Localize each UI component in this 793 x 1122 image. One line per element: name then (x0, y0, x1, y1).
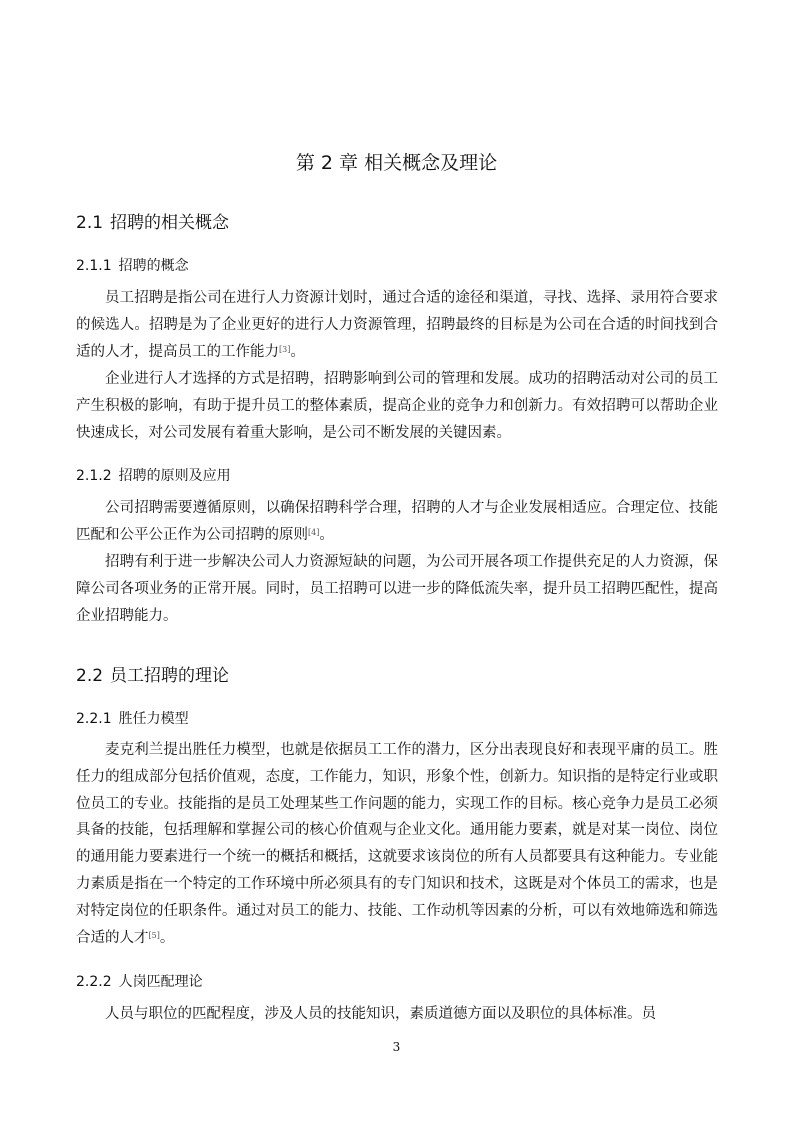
paragraph (76, 737, 718, 951)
subsection-number: 2.1.2 (76, 468, 112, 484)
subsection-title: 招聘的原则及应用 (118, 468, 231, 484)
paragraph-text: 企业进行人才选择的方式是招聘，招聘影响到公司的管理和发展。成功的招聘活动对公司的员工产生积极的影响，有助于提升员工的整体素质，提高企业的竞争力和创新力。有效招聘可以帮助企业快速成长，对公司发展有着重大影响，是公司不断发展的关键因素。 (76, 371, 718, 441)
section-number: 2.1 (76, 213, 104, 233)
paragraph (76, 1001, 718, 1028)
paragraph (76, 285, 718, 365)
subsection-title: 人岗匹配理论 (118, 974, 203, 990)
section-number: 2.2 (76, 666, 104, 686)
paragraph-end: 。 (290, 343, 305, 360)
subsection-heading-2-2-2 (76, 972, 203, 992)
section-title: 员工招聘的理论 (110, 666, 230, 686)
subsection-title: 胜任力模型 (118, 711, 189, 727)
paragraph-text: 麦克利兰提出胜任力模型，也就是依据员工工作的潜力，区分出表现良好和表现平庸的员工。胜任力的组成部分包括价值观，态度，工作能力，知识，形象个性，创新力。知识指的是特定行业或职位员工的专业。技能指的是员工处理某些工作问题的能力，实现工作的目标。核心竞争力是员工必须具备的技能，包括理解和掌握公司的核心价值观与企业文化。通用能力要素，就是对某一岗位、岗位的通用能力要素进行一个统一的概括和概括，这就要求该岗位的所有人员都要具有这种能力。专业能力素质是指在一个特定的工作环境中所必须具有的专门知识和技术，这既是对个体员工的需求，也是对特定岗位的任职条件。通过对员工的能力、技能、工作动机等因素的分析，可以有效地筛选和筛选合适的人才 (76, 742, 718, 946)
subsection-title: 招聘的概念 (118, 258, 189, 274)
section-heading-2-2 (76, 664, 229, 688)
subsection-heading-2-2-1 (76, 709, 189, 729)
page-number: 3 (392, 1040, 401, 1054)
paragraph (76, 366, 718, 446)
paragraph-text: 招聘有利于进一步解决公司人力资源短缺的问题，为公司开展各项工作提供充足的人力资源，保障公司各项业务的正常开展。同时，员工招聘可以进一步的降低流失率，提升员工招聘匹配性，提高企业招聘能力。 (76, 554, 718, 624)
citation-ref: [5] (148, 930, 160, 940)
citation-ref: [4] (308, 527, 320, 537)
paragraph-end: 。 (319, 526, 334, 543)
chapter-title: 第 2 章 相关概念及理论 (295, 152, 498, 174)
subsection-number: 2.2.2 (76, 974, 112, 990)
section-title: 招聘的相关概念 (110, 213, 230, 233)
paragraph-text: 人员与职位的匹配程度，涉及人员的技能知识，素质道德方面以及职位的具体标准。员 (105, 1006, 656, 1022)
subsection-heading-2-1-2 (76, 466, 231, 486)
paragraph-text: 员工招聘是指公司在进行人力资源计划时，通过合适的途径和渠道，寻找、选择、录用符合要求的候选人。招聘是为了企业更好的进行人力资源管理，招聘最终的目标是为公司在合适的时间找到合适的人才，提高员工的工作能力 (76, 290, 718, 360)
subsection-number: 2.1.1 (76, 258, 112, 274)
paragraph (76, 549, 718, 629)
section-heading-2-1 (76, 211, 229, 235)
paragraph-text: 公司招聘需要遵循原则，以确保招聘科学合理，招聘的人才与企业发展相适应。合理定位、技能匹配和公平公正作为公司招聘的原则 (76, 500, 718, 543)
citation-ref: [3] (279, 344, 291, 354)
subsection-number: 2.2.1 (76, 711, 112, 727)
subsection-heading-2-1-1 (76, 256, 189, 276)
paragraph-end: 。 (159, 929, 175, 946)
paragraph (76, 495, 718, 549)
